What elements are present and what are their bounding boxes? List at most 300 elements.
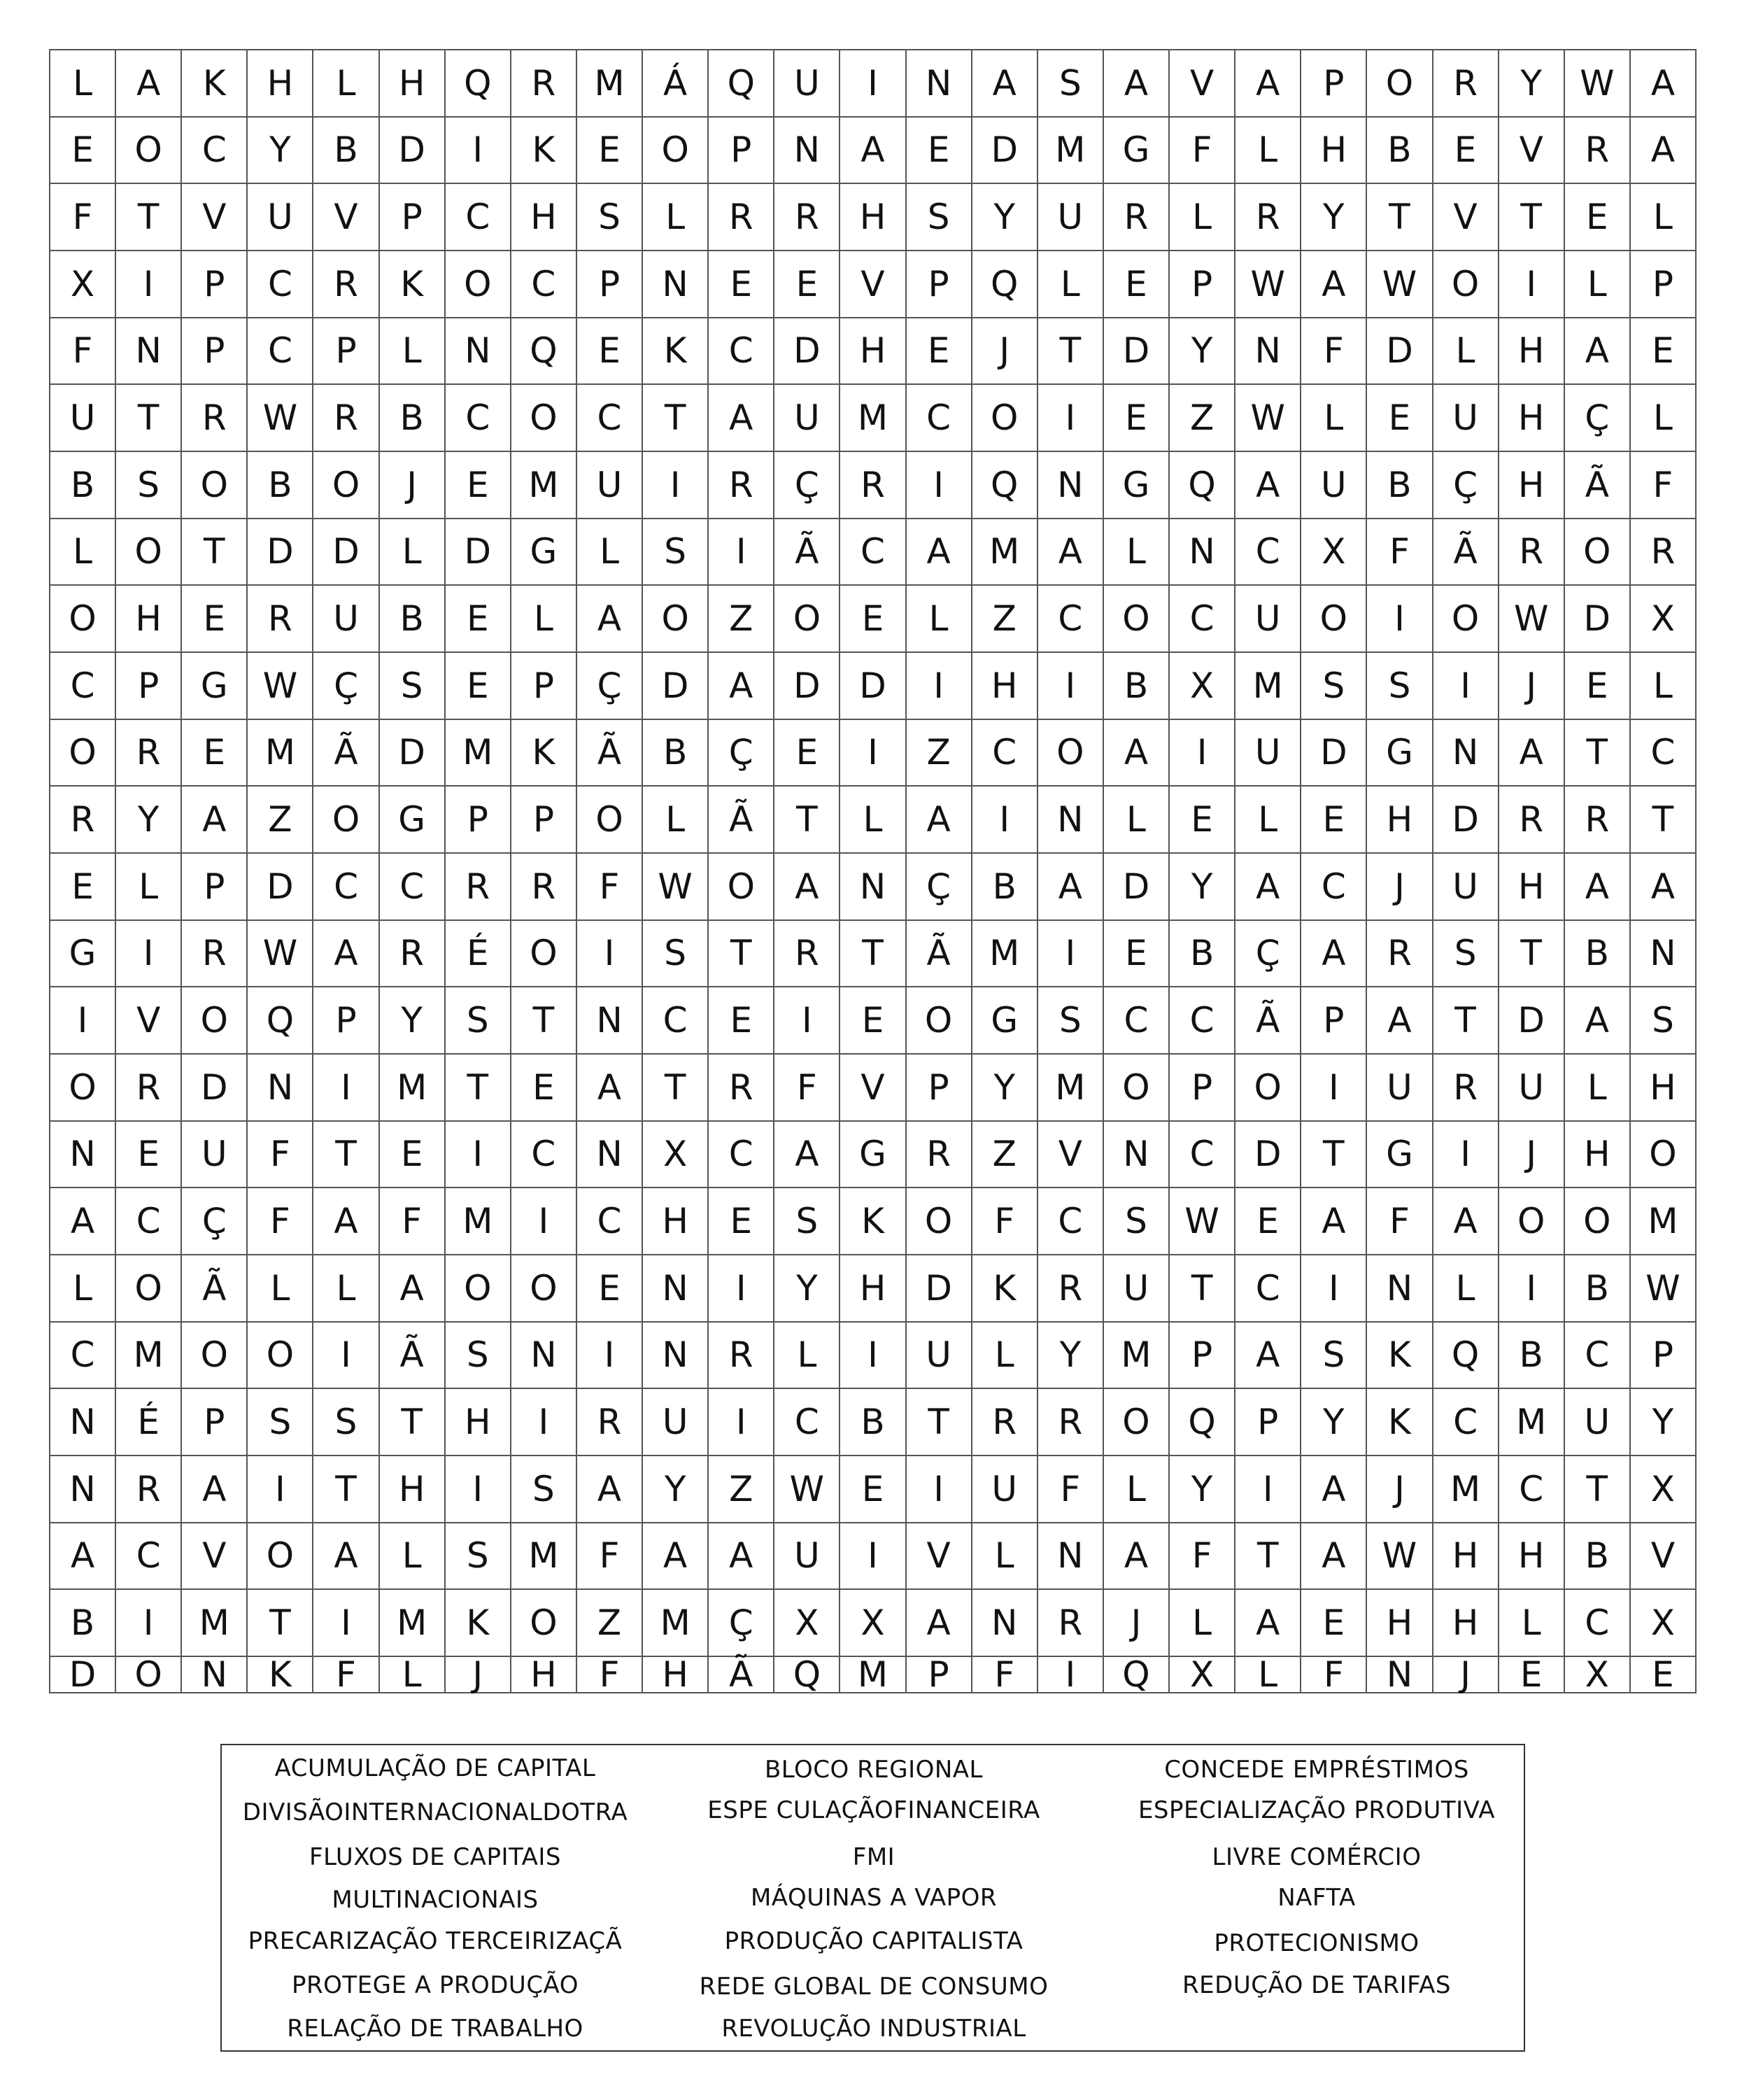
grid-cell[interactable]: L [248, 1255, 313, 1323]
grid-cell[interactable]: K [446, 1590, 511, 1657]
grid-cell[interactable]: L [380, 1523, 446, 1591]
grid-cell[interactable]: X [840, 1590, 906, 1657]
grid-cell[interactable]: M [1104, 1323, 1170, 1390]
grid-cell[interactable]: A [1433, 1188, 1499, 1255]
grid-cell[interactable]: O [1104, 1389, 1170, 1456]
grid-cell[interactable]: L [907, 586, 972, 653]
grid-cell[interactable]: E [840, 1456, 906, 1523]
grid-cell[interactable]: S [1631, 987, 1697, 1055]
grid-cell[interactable]: A [1235, 50, 1301, 118]
grid-cell[interactable]: P [907, 1657, 972, 1693]
grid-cell[interactable]: T [313, 1122, 379, 1189]
grid-cell[interactable]: H [1565, 1122, 1631, 1189]
grid-cell[interactable]: I [577, 921, 643, 988]
grid-cell[interactable]: Z [709, 586, 774, 653]
grid-cell[interactable]: Ç [313, 653, 379, 720]
grid-cell[interactable]: W [1170, 1188, 1235, 1255]
grid-cell[interactable]: I [709, 1255, 774, 1323]
grid-cell[interactable]: E [1104, 251, 1170, 318]
grid-cell[interactable]: P [313, 987, 379, 1055]
grid-cell[interactable]: O [1565, 1188, 1631, 1255]
grid-cell[interactable]: S [577, 184, 643, 251]
grid-cell[interactable]: E [116, 1122, 182, 1189]
grid-cell[interactable]: O [182, 1323, 248, 1390]
grid-cell[interactable]: C [972, 720, 1038, 787]
grid-cell[interactable]: I [840, 50, 906, 118]
grid-cell[interactable]: É [116, 1389, 182, 1456]
grid-cell[interactable]: L [972, 1323, 1038, 1390]
grid-cell[interactable]: K [972, 1255, 1038, 1323]
grid-cell[interactable]: O [248, 1323, 313, 1390]
grid-cell[interactable]: F [248, 1188, 313, 1255]
grid-cell[interactable]: C [182, 118, 248, 185]
grid-cell[interactable]: M [1038, 118, 1104, 185]
grid-cell[interactable]: A [1631, 854, 1697, 921]
grid-cell[interactable]: U [1367, 1055, 1433, 1122]
grid-cell[interactable]: H [1631, 1055, 1697, 1122]
grid-cell[interactable]: Y [116, 787, 182, 854]
grid-cell[interactable]: O [1565, 519, 1631, 586]
grid-cell[interactable]: L [380, 519, 446, 586]
grid-cell[interactable]: T [1038, 318, 1104, 386]
grid-cell[interactable]: A [643, 1523, 709, 1591]
grid-cell[interactable]: B [840, 1389, 906, 1456]
grid-cell[interactable]: B [1367, 452, 1433, 519]
grid-cell[interactable]: U [1301, 452, 1367, 519]
grid-cell[interactable]: U [1235, 720, 1301, 787]
grid-cell[interactable]: R [511, 854, 577, 921]
grid-cell[interactable]: N [774, 118, 840, 185]
grid-cell[interactable]: S [1301, 1323, 1367, 1390]
grid-cell[interactable]: G [972, 987, 1038, 1055]
grid-cell[interactable]: Z [1170, 385, 1235, 452]
grid-cell[interactable]: T [182, 519, 248, 586]
grid-cell[interactable]: D [446, 519, 511, 586]
grid-cell[interactable]: I [709, 1389, 774, 1456]
grid-cell[interactable]: E [380, 1122, 446, 1189]
grid-cell[interactable]: R [313, 251, 379, 318]
grid-cell[interactable]: A [577, 1055, 643, 1122]
grid-cell[interactable]: I [1038, 921, 1104, 988]
grid-cell[interactable]: E [1301, 1590, 1367, 1657]
grid-cell[interactable]: W [248, 653, 313, 720]
grid-cell[interactable]: T [511, 987, 577, 1055]
grid-cell[interactable]: S [313, 1389, 379, 1456]
grid-cell[interactable]: L [511, 586, 577, 653]
grid-cell[interactable]: A [577, 1456, 643, 1523]
grid-cell[interactable]: P [1631, 1323, 1697, 1390]
grid-cell[interactable]: C [1104, 987, 1170, 1055]
grid-cell[interactable]: N [1367, 1255, 1433, 1323]
grid-cell[interactable]: I [50, 987, 116, 1055]
grid-cell[interactable]: T [774, 787, 840, 854]
grid-cell[interactable]: B [380, 385, 446, 452]
grid-cell[interactable]: F [1170, 1523, 1235, 1591]
grid-cell[interactable]: H [1499, 318, 1565, 386]
grid-cell[interactable]: R [972, 1389, 1038, 1456]
grid-cell[interactable]: E [50, 854, 116, 921]
grid-cell[interactable]: E [1301, 787, 1367, 854]
grid-cell[interactable]: I [709, 519, 774, 586]
grid-cell[interactable]: H [1499, 385, 1565, 452]
grid-cell[interactable]: D [972, 118, 1038, 185]
grid-cell[interactable]: L [116, 854, 182, 921]
grid-cell[interactable]: C [50, 1323, 116, 1390]
grid-cell[interactable]: O [313, 452, 379, 519]
grid-cell[interactable]: J [1499, 1122, 1565, 1189]
grid-cell[interactable]: T [446, 1055, 511, 1122]
grid-cell[interactable]: C [511, 1122, 577, 1189]
grid-cell[interactable]: Z [972, 1122, 1038, 1189]
grid-cell[interactable]: Ã [709, 1657, 774, 1693]
grid-cell[interactable]: M [1038, 1055, 1104, 1122]
grid-cell[interactable]: P [1631, 251, 1697, 318]
grid-cell[interactable]: S [643, 921, 709, 988]
grid-cell[interactable]: A [1235, 1590, 1301, 1657]
grid-cell[interactable]: T [840, 921, 906, 988]
grid-cell[interactable]: C [1038, 586, 1104, 653]
grid-cell[interactable]: P [907, 251, 972, 318]
grid-cell[interactable]: V [182, 184, 248, 251]
grid-cell[interactable]: A [1104, 50, 1170, 118]
grid-cell[interactable]: H [446, 1389, 511, 1456]
grid-cell[interactable]: R [1631, 519, 1697, 586]
grid-cell[interactable]: I [313, 1323, 379, 1390]
grid-cell[interactable]: Ç [1565, 385, 1631, 452]
grid-cell[interactable]: Ã [577, 720, 643, 787]
grid-cell[interactable]: A [1631, 50, 1697, 118]
grid-cell[interactable]: R [50, 787, 116, 854]
grid-cell[interactable]: T [1433, 987, 1499, 1055]
grid-cell[interactable]: X [1631, 1590, 1697, 1657]
grid-cell[interactable]: Q [1104, 1657, 1170, 1693]
grid-cell[interactable]: L [1104, 787, 1170, 854]
grid-cell[interactable]: Y [972, 1055, 1038, 1122]
grid-cell[interactable]: Ã [1565, 452, 1631, 519]
grid-cell[interactable]: O [116, 1255, 182, 1323]
grid-cell[interactable]: R [313, 385, 379, 452]
grid-cell[interactable]: C [248, 251, 313, 318]
grid-cell[interactable]: Y [774, 1255, 840, 1323]
grid-cell[interactable]: T [248, 1590, 313, 1657]
grid-cell[interactable]: E [50, 118, 116, 185]
grid-cell[interactable]: O [1104, 586, 1170, 653]
grid-cell[interactable]: F [972, 1188, 1038, 1255]
grid-cell[interactable]: R [709, 452, 774, 519]
grid-cell[interactable]: F [1631, 452, 1697, 519]
grid-cell[interactable]: A [182, 1456, 248, 1523]
grid-cell[interactable]: W [774, 1456, 840, 1523]
grid-cell[interactable]: F [577, 1657, 643, 1693]
grid-cell[interactable]: P [577, 251, 643, 318]
grid-cell[interactable]: B [1565, 1523, 1631, 1591]
grid-cell[interactable]: B [50, 452, 116, 519]
grid-cell[interactable]: T [1301, 1122, 1367, 1189]
grid-cell[interactable]: C [907, 385, 972, 452]
grid-cell[interactable]: D [182, 1055, 248, 1122]
grid-cell[interactable]: Z [248, 787, 313, 854]
grid-cell[interactable]: H [840, 184, 906, 251]
grid-cell[interactable]: Ã [380, 1323, 446, 1390]
grid-cell[interactable]: B [1104, 653, 1170, 720]
grid-cell[interactable]: H [1433, 1523, 1499, 1591]
grid-cell[interactable]: W [1367, 251, 1433, 318]
grid-cell[interactable]: I [511, 1188, 577, 1255]
grid-cell[interactable]: N [50, 1456, 116, 1523]
grid-cell[interactable]: O [511, 1590, 577, 1657]
grid-cell[interactable]: A [1235, 452, 1301, 519]
grid-cell[interactable]: M [182, 1590, 248, 1657]
grid-cell[interactable]: N [577, 987, 643, 1055]
grid-cell[interactable]: N [840, 854, 906, 921]
grid-cell[interactable]: G [1104, 452, 1170, 519]
grid-cell[interactable]: V [1631, 1523, 1697, 1591]
grid-cell[interactable]: P [116, 653, 182, 720]
grid-cell[interactable]: W [1499, 586, 1565, 653]
grid-cell[interactable]: D [643, 653, 709, 720]
grid-cell[interactable]: L [643, 184, 709, 251]
grid-cell[interactable]: P [709, 118, 774, 185]
grid-cell[interactable]: C [1170, 1122, 1235, 1189]
grid-cell[interactable]: B [1367, 118, 1433, 185]
grid-cell[interactable]: E [446, 452, 511, 519]
grid-cell[interactable]: T [116, 184, 182, 251]
grid-cell[interactable]: O [1104, 1055, 1170, 1122]
grid-cell[interactable]: R [248, 586, 313, 653]
grid-cell[interactable]: R [1433, 1055, 1499, 1122]
grid-cell[interactable]: T [116, 385, 182, 452]
grid-cell[interactable]: N [511, 1323, 577, 1390]
grid-cell[interactable]: P [1170, 251, 1235, 318]
grid-cell[interactable]: W [643, 854, 709, 921]
grid-cell[interactable]: D [1367, 318, 1433, 386]
grid-cell[interactable]: T [1631, 787, 1697, 854]
grid-cell[interactable]: F [313, 1657, 379, 1693]
grid-cell[interactable]: R [1038, 1590, 1104, 1657]
grid-cell[interactable]: D [1499, 987, 1565, 1055]
grid-cell[interactable]: Ã [907, 921, 972, 988]
grid-cell[interactable]: U [248, 184, 313, 251]
grid-cell[interactable]: E [907, 318, 972, 386]
grid-cell[interactable]: L [1433, 1255, 1499, 1323]
grid-cell[interactable]: O [248, 1523, 313, 1591]
grid-cell[interactable]: Ã [1235, 987, 1301, 1055]
grid-cell[interactable]: A [313, 1523, 379, 1591]
grid-cell[interactable]: Q [1170, 1389, 1235, 1456]
grid-cell[interactable]: A [1301, 251, 1367, 318]
grid-cell[interactable]: P [182, 1389, 248, 1456]
grid-cell[interactable]: P [182, 318, 248, 386]
grid-cell[interactable]: U [577, 452, 643, 519]
grid-cell[interactable]: A [907, 1590, 972, 1657]
grid-cell[interactable]: H [1433, 1590, 1499, 1657]
grid-cell[interactable]: J [1499, 653, 1565, 720]
grid-cell[interactable]: J [446, 1657, 511, 1693]
grid-cell[interactable]: A [1235, 1323, 1301, 1390]
grid-cell[interactable]: P [182, 251, 248, 318]
grid-cell[interactable]: I [1235, 1456, 1301, 1523]
grid-cell[interactable]: C [1170, 586, 1235, 653]
grid-cell[interactable]: M [511, 452, 577, 519]
grid-cell[interactable]: Y [1301, 184, 1367, 251]
grid-cell[interactable]: F [972, 1657, 1038, 1693]
grid-cell[interactable]: Y [380, 987, 446, 1055]
grid-cell[interactable]: N [1038, 452, 1104, 519]
grid-cell[interactable]: E [511, 1055, 577, 1122]
grid-cell[interactable]: S [907, 184, 972, 251]
grid-cell[interactable]: V [1038, 1122, 1104, 1189]
grid-cell[interactable]: S [1104, 1188, 1170, 1255]
grid-cell[interactable]: R [116, 720, 182, 787]
grid-cell[interactable]: Z [907, 720, 972, 787]
grid-cell[interactable]: L [840, 787, 906, 854]
grid-cell[interactable]: N [446, 318, 511, 386]
grid-cell[interactable]: X [774, 1590, 840, 1657]
grid-cell[interactable]: S [446, 1523, 511, 1591]
grid-cell[interactable]: P [1301, 987, 1367, 1055]
grid-cell[interactable]: L [1104, 519, 1170, 586]
grid-cell[interactable]: O [182, 987, 248, 1055]
grid-cell[interactable]: P [182, 854, 248, 921]
grid-cell[interactable]: D [1104, 854, 1170, 921]
grid-cell[interactable]: Y [972, 184, 1038, 251]
grid-cell[interactable]: C [1235, 519, 1301, 586]
grid-cell[interactable]: O [116, 1657, 182, 1693]
grid-cell[interactable]: F [50, 318, 116, 386]
grid-cell[interactable]: L [774, 1323, 840, 1390]
grid-cell[interactable]: R [577, 1389, 643, 1456]
grid-cell[interactable]: S [116, 452, 182, 519]
grid-cell[interactable]: A [182, 787, 248, 854]
grid-cell[interactable]: N [1631, 921, 1697, 988]
grid-cell[interactable]: E [1170, 787, 1235, 854]
grid-cell[interactable]: S [446, 1323, 511, 1390]
grid-cell[interactable]: K [511, 720, 577, 787]
grid-cell[interactable]: N [1170, 519, 1235, 586]
grid-cell[interactable]: S [1301, 653, 1367, 720]
grid-cell[interactable]: H [643, 1657, 709, 1693]
grid-cell[interactable]: H [380, 50, 446, 118]
grid-cell[interactable]: S [380, 653, 446, 720]
grid-cell[interactable]: L [380, 318, 446, 386]
grid-cell[interactable]: L [1631, 653, 1697, 720]
grid-cell[interactable]: E [1565, 184, 1631, 251]
grid-cell[interactable]: T [643, 1055, 709, 1122]
grid-cell[interactable]: I [907, 452, 972, 519]
grid-cell[interactable]: W [248, 921, 313, 988]
grid-cell[interactable]: R [709, 184, 774, 251]
grid-cell[interactable]: N [50, 1389, 116, 1456]
grid-cell[interactable]: E [907, 118, 972, 185]
grid-cell[interactable]: X [1170, 653, 1235, 720]
grid-cell[interactable]: K [380, 251, 446, 318]
grid-cell[interactable]: E [840, 987, 906, 1055]
grid-cell[interactable]: I [1499, 1255, 1565, 1323]
grid-cell[interactable]: C [709, 1122, 774, 1189]
grid-cell[interactable]: M [1631, 1188, 1697, 1255]
grid-cell[interactable]: F [248, 1122, 313, 1189]
grid-cell[interactable]: C [1170, 987, 1235, 1055]
grid-cell[interactable]: V [840, 1055, 906, 1122]
grid-cell[interactable]: M [1433, 1456, 1499, 1523]
grid-cell[interactable]: A [1104, 720, 1170, 787]
grid-cell[interactable]: A [709, 653, 774, 720]
grid-cell[interactable]: D [1301, 720, 1367, 787]
grid-cell[interactable]: O [907, 987, 972, 1055]
grid-cell[interactable]: L [1235, 1657, 1301, 1693]
grid-cell[interactable]: S [1038, 987, 1104, 1055]
grid-cell[interactable]: Q [511, 318, 577, 386]
grid-cell[interactable]: N [1038, 787, 1104, 854]
grid-cell[interactable]: E [774, 251, 840, 318]
grid-cell[interactable]: B [248, 452, 313, 519]
grid-cell[interactable]: A [972, 50, 1038, 118]
grid-cell[interactable]: M [380, 1055, 446, 1122]
grid-cell[interactable]: L [972, 1523, 1038, 1591]
grid-cell[interactable]: F [1170, 118, 1235, 185]
grid-cell[interactable]: P [907, 1055, 972, 1122]
grid-cell[interactable]: I [907, 653, 972, 720]
grid-cell[interactable]: R [1038, 1255, 1104, 1323]
grid-cell[interactable]: D [1433, 787, 1499, 854]
grid-cell[interactable]: E [774, 720, 840, 787]
grid-cell[interactable]: O [709, 854, 774, 921]
grid-cell[interactable]: U [774, 50, 840, 118]
grid-cell[interactable]: C [709, 318, 774, 386]
grid-cell[interactable]: C [248, 318, 313, 386]
grid-cell[interactable]: R [1433, 50, 1499, 118]
grid-cell[interactable]: J [1367, 854, 1433, 921]
grid-cell[interactable]: Á [643, 50, 709, 118]
grid-cell[interactable]: N [1367, 1657, 1433, 1693]
grid-cell[interactable]: C [1565, 1323, 1631, 1390]
grid-cell[interactable]: W [1565, 50, 1631, 118]
grid-cell[interactable]: N [50, 1122, 116, 1189]
grid-cell[interactable]: G [1104, 118, 1170, 185]
grid-cell[interactable]: Y [643, 1456, 709, 1523]
grid-cell[interactable]: T [1565, 1456, 1631, 1523]
grid-cell[interactable]: T [1565, 720, 1631, 787]
grid-cell[interactable]: E [1104, 385, 1170, 452]
grid-cell[interactable]: Y [1499, 50, 1565, 118]
grid-cell[interactable]: D [907, 1255, 972, 1323]
grid-cell[interactable]: D [380, 720, 446, 787]
grid-cell[interactable]: W [1235, 251, 1301, 318]
grid-cell[interactable]: A [774, 1122, 840, 1189]
grid-cell[interactable]: O [1433, 586, 1499, 653]
grid-cell[interactable]: C [1433, 1389, 1499, 1456]
grid-cell[interactable]: R [840, 452, 906, 519]
grid-cell[interactable]: R [1499, 519, 1565, 586]
grid-cell[interactable]: L [1499, 1590, 1565, 1657]
grid-cell[interactable]: N [643, 251, 709, 318]
grid-cell[interactable]: I [1038, 653, 1104, 720]
grid-cell[interactable]: U [643, 1389, 709, 1456]
grid-cell[interactable]: C [511, 251, 577, 318]
grid-cell[interactable]: O [1235, 1055, 1301, 1122]
grid-cell[interactable]: Ç [182, 1188, 248, 1255]
grid-cell[interactable]: O [643, 586, 709, 653]
grid-cell[interactable]: O [50, 586, 116, 653]
grid-cell[interactable]: M [577, 50, 643, 118]
grid-cell[interactable]: S [511, 1456, 577, 1523]
grid-cell[interactable]: A [1038, 854, 1104, 921]
grid-cell[interactable]: X [643, 1122, 709, 1189]
grid-cell[interactable]: O [972, 385, 1038, 452]
grid-cell[interactable]: L [313, 1255, 379, 1323]
grid-cell[interactable]: O [511, 385, 577, 452]
grid-cell[interactable]: N [972, 1590, 1038, 1657]
